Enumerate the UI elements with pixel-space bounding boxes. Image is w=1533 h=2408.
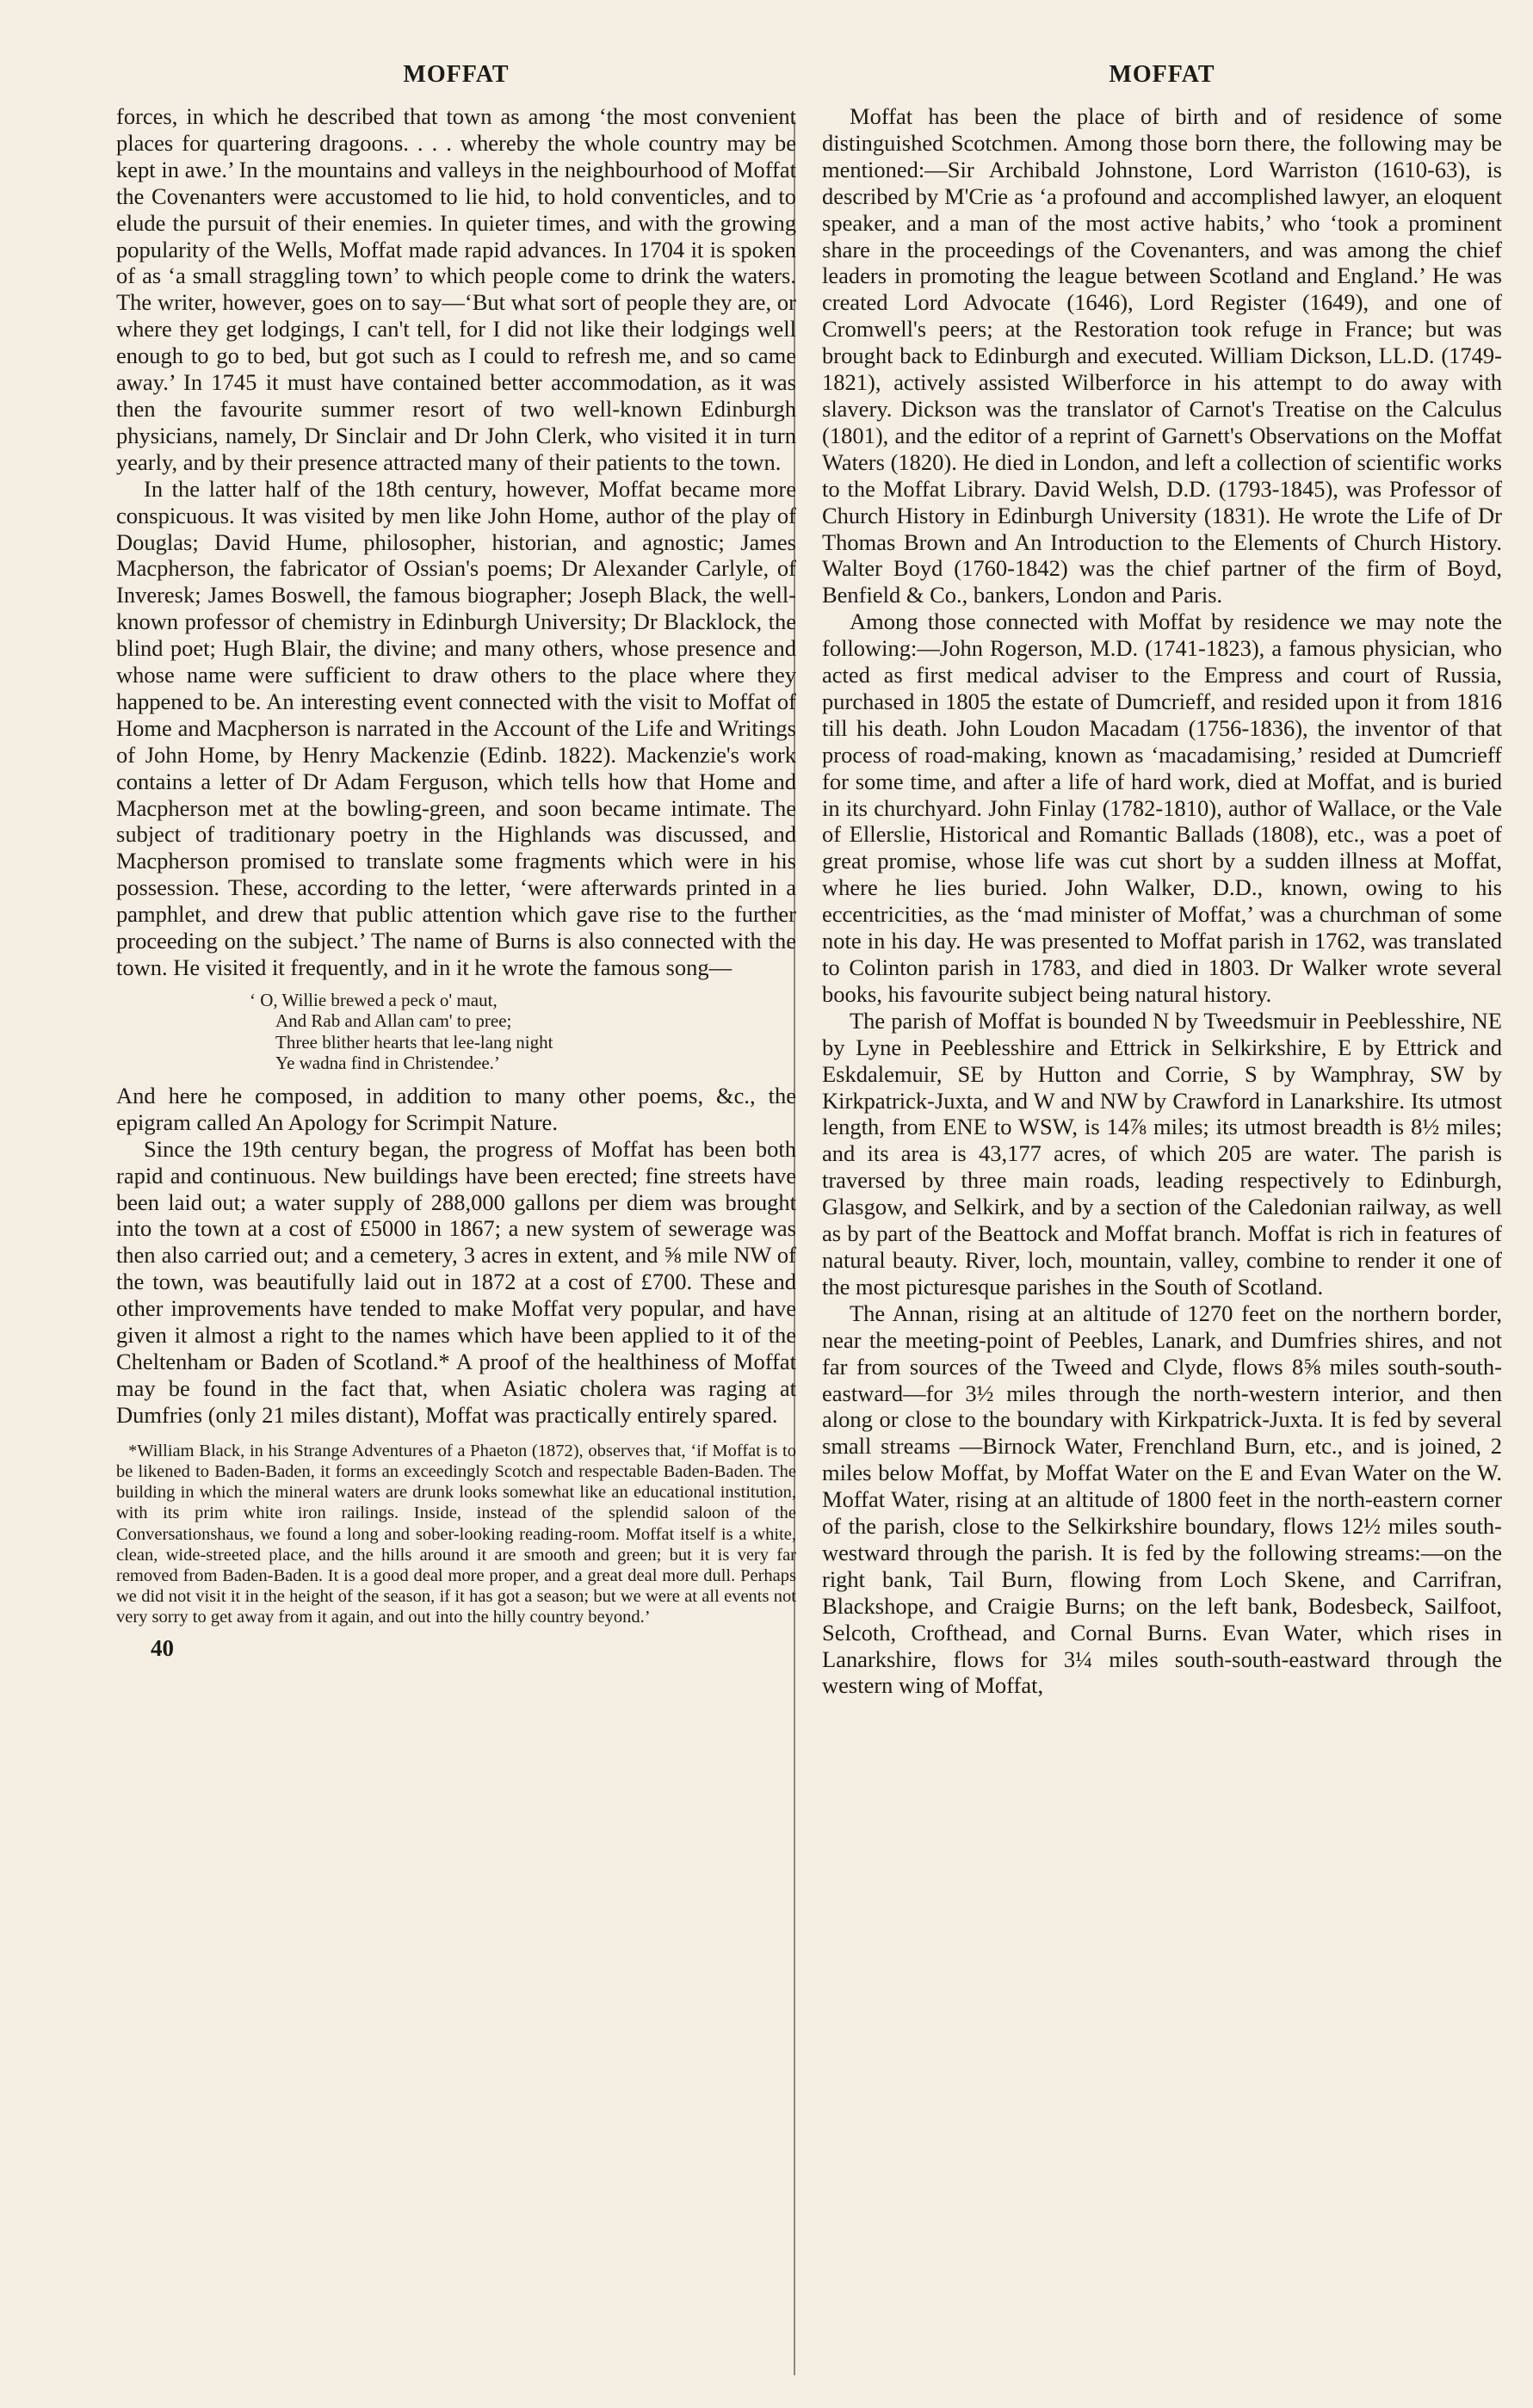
paragraph: In the latter half of the 18th century, however, Moffat became more conspicuous. It was visited by men like John Home, author of the play of Douglas; David Hume, philosopher, historian, and agnostic; James Macpherson, the fabricator of Ossian's poems; Dr Alexander Carlyle, of Inveresk; James Boswell, the famous biographer; Joseph Black, the well-known professor of chemistry in Edinburgh University; Dr Blacklock, the blind poet; Hugh Blair, the divine; and many others, whose presence and whose name were sufficient to draw others to the place where they happened to be. An interesting event connected with the visit to Moffat of Home and Macpherson is narrated in the Account of the Life and Writings of John Home, by Henry Mackenzie (Edinb. 1822). Mackenzie's work contains a letter of Dr Adam Ferguson, which tells how that Home and Macpherson met at the bowling-green, and soon became intimate. The subject of traditionary poetry in the Highlands was discussed, and Macpherson promised to translate some fragments which were in his possession. These, according to the letter, ‘were afterwards printed in a pamphlet, and drew that public attention which gave rise to the further proceeding on the subject.’ The name of Burns is also connected with the town. He visited it frequently, and in it he wrote the famous song— — [116, 475, 796, 980]
poem-line: Three blither hearts that lee-lang night — [275, 1031, 553, 1053]
poem-line: ‘ O, Willie brewed a peck o' maut, — [250, 989, 498, 1010]
paragraph: forces, in which he described that town as among ‘the most convenient places for quartering dragoons. . . . whereby the whole country may be kept in awe.’ In the mountains and valleys in the neighbourhood of Moffat the Covenanters were accustomed to lie hid, to hold conventicles, and to elude the pursuit of their enemies. In quieter times, and with the growing popularity of the Wells, Moffat made rapid advances. In 1704 it is spoken of as ‘a small straggling town’ to which people come to drink the waters. The writer, however, goes on to say—‘But what sort of people they are, or where they get lodgings, I can't tell, for I did not like their lodgings well enough to go to bed, but got such as I could to refresh me, and so came away.’ In 1745 it must have contained better accommodation, as it was then the favourite summer resort of two well-known Edinburgh physicians, namely, Dr Sinclair and Dr John Clerk, who visited it in turn yearly, and by their presence attracted many of their patients to the town. — [116, 103, 796, 475]
page-number: 40 — [151, 1634, 174, 1661]
paragraph: And here he composed, in addition to many other poems, &c., the epigram called An Apology for Scrimpit Nature. — [116, 1082, 796, 1135]
poem-line: And Rab and Allan cam' to pree; — [275, 1010, 512, 1032]
left-column — [116, 62, 796, 1661]
footnote: *William Black, in his Strange Adventures of a Phaeton (1872), observes that, ‘if Moffat is to be likened to Baden-Baden, it forms an exceedingly Scotch and respectable Baden-Baden. The building in which the mineral waters are drunk looks somewhat like an educational institution, with its prim white iron railings. Inside, instead of the splendid saloon of the Conversationshaus, we found a long and sober-looking reading-room. Moffat itself is a white, clean, wide-streeted place, and the hills around it are smooth and green; but it is very far removed from Baden-Baden. It is a good deal more proper, and a great deal more dull. Perhaps we did not visit it in the height of the season, if it has got a season; but we were at all events not very sorry to get away from it again, and out into the hilly country beyond.’ — [116, 1441, 796, 1627]
paragraph: The Annan, rising at an altitude of 1270 feet on the northern border, near the meeting-point of Peebles, Lanark, and Dumfries shires, and not far from sources of the Tweed and Clyde, flows 8⅝ miles south-south-eastward—for 3½ miles through the north-western interior, and then along or close to the boundary with Kirkpatrick-Juxta. It is fed by several small streams —Birnock Water, Frenchland Burn, etc., and is joined, 2 miles below Moffat, by Moffat Water on the E and Evan Water on the W. Moffat Water, rising at an altitude of 1800 feet in the north-eastern corner of the parish, close to the Selkirkshire boundary, flows 12½ miles south-westward through the parish. It is fed by the following streams:—on the right bank, Tail Burn, flowing from Loch Skene, and Carrifran, Blackshope, and Craigie Burns; on the left bank, Bodesbeck, Sailfoot, Selcoth, Crofthead, and Cornal Burns. Evan Water, which rises in Lanarkshire, flows for 3¼ miles south-south-eastward through the western wing of Moffat, — [822, 1300, 1502, 1699]
paragraph: Since the 19th century began, the progress of Moffat has been both rapid and continuous. New buildings have been erected; fine streets have been laid out; a water supply of 288,000 gallons per diem was brought into the town at a cost of £5000 in 1867; a new system of sewerage was then also carried out; and a cemetery, 3 acres in extent, and ⅝ mile NW of the town, was beautifully laid out in 1872 at a cost of £700. These and other improvements have tended to make Moffat very popular, and have given it almost a right to the names which have been applied to it of the Cheltenham or Baden of Scotland.* A proof of the healthiness of Moffat may be found in the fact that, when Asiatic cholera was raging at Dumfries (only 21 miles distant), Moffat was practically entirely spared. — [116, 1135, 796, 1428]
poem-quote — [116, 990, 796, 1074]
paragraph: The parish of Moffat is bounded N by Tweedsmuir in Peeblesshire, NE by Lyne in Peeblesshire and Ettrick in Selkirkshire, E by Ettrick and Eskdalemuir, SE by Hutton and Corrie, S by Wamphray, SW by Kirkpatrick-Juxta, and W and NW by Crawford in Lanarkshire. Its utmost length, from ENE to WSW, is 14⅞ miles; its utmost breadth is 8½ miles; and its area is 43,177 acres, of which 205 are water. The parish is traversed by three main roads, leading respectively to Edinburgh, Glasgow, and Selkirk, and by a section of the Caledonian railway, as well as by part of the Beattock and Moffat branch. Moffat is rich in features of natural beauty. River, loch, mountain, valley, combine to render it one of the most picturesque parishes in the South of Scotland. — [822, 1007, 1502, 1300]
right-column — [822, 62, 1502, 1699]
running-head-left: MOFFAT — [403, 61, 510, 88]
poem-line: Ye wadna find in Christendee.’ — [275, 1053, 500, 1074]
paragraph: Among those connected with Moffat by residence we may note the following:—John Rogerson, M.D. (1741-1823), a famous physician, who acted as first medical adviser to the Empress and court of Russia, purchased in 1805 the estate of Dumcrieff, and resided upon it from 1816 till his death. John Loudon Macadam (1756-1836), the inventor of that process of road-making, known as ‘macadamising,’ resided at Dumcrieff for some time, and after a life of hard work, died at Moffat, and is buried in its churchyard. John Finlay (1782-1810), author of Wallace, or the Vale of Ellerslie, Historical and Romantic Ballads (1808), etc., was a poet of great promise, whose life was cut short by a sudden illness at Moffat, where he lies buried. John Walker, D.D., known, owing to his eccentricities, as the ‘mad minister of Moffat,’ was a churchman of some note in his day. He was presented to Moffat parish in 1762, was translated to Colinton parish in 1783, and died in 1803. Dr Walker wrote several books, his favourite subject being natural history. — [822, 608, 1502, 1007]
running-head-right: MOFFAT — [1109, 61, 1215, 88]
paragraph: Moffat has been the place of birth and of residence of some distinguished Scotchmen. Among those born there, the following may be mentioned:—Sir Archibald Johnstone, Lord Warriston (1610-63), is described by M'Crie as ‘a profound and accomplished lawyer, an eloquent speaker, and a man of the most active habits,’ who ‘took a prominent share in the proceedings of the Covenanters, and was among the chief leaders in promoting the league between Scotland and England.’ He was created Lord Advocate (1646), Lord Register (1649), and one of Cromwell's peers; at the Restoration took refuge in France; but was brought back to Edinburgh and executed. William Dickson, LL.D. (1749-1821), actively assisted Wilberforce in his attempt to do away with slavery. Dickson was the translator of Carnot's Treatise on the Calculus (1801), and the editor of a reprint of Garnett's Observations on the Moffat Waters (1820). He died in London, and left a collection of scientific works to the Moffat Library. David Welsh, D.D. (1793-1845), was Professor of Church History in Edinburgh University (1831). He wrote the Life of Dr Thomas Brown and An Introduction to the Elements of Church History. Walter Boyd (1760-1842) was the chief partner of the firm of Boyd, Benfield & Co., bankers, London and Paris. — [822, 103, 1502, 608]
